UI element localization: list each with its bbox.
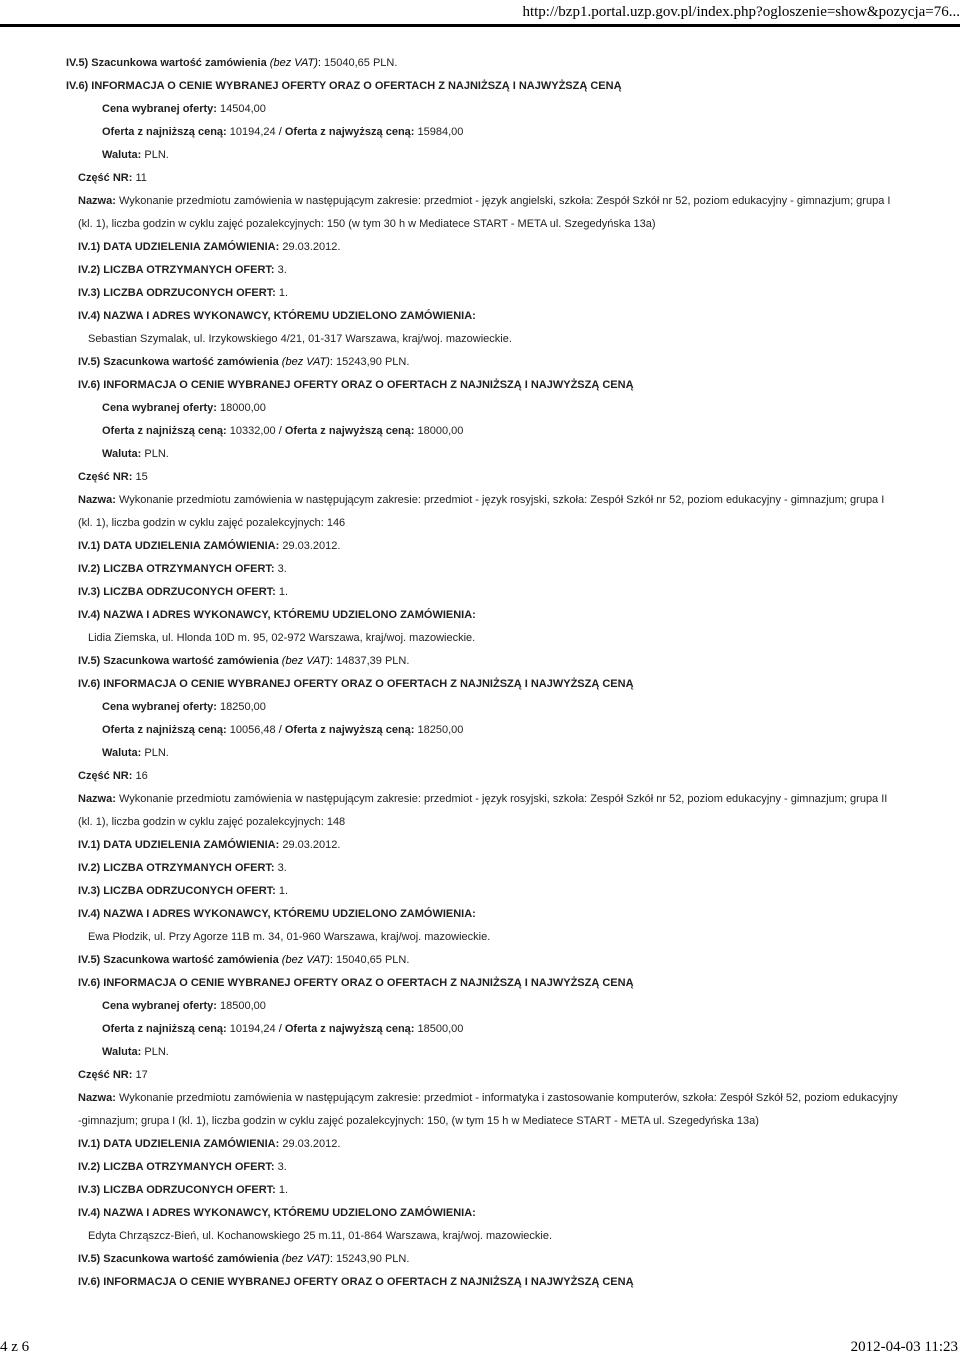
header-rule [0,24,960,27]
top-cena: Cena wybranej oferty: 14504,00 [102,103,266,115]
part-16-cena: Cena wybranej oferty: 18500,00 [102,1000,266,1012]
part-16-iv5: IV.5) Szacunkowa wartość zamówienia (bez VAT): 15040,65 PLN. [78,954,410,966]
page-number: 4 z 6 [0,1339,30,1355]
part-11-nazwa: Nazwa: Wykonanie przedmiotu zamówienia w następującym zakresie: przedmiot - język angielski, szkoła: Zespół Szkół nr 52, poziom edukacyjny - gimnazjum; grupa I (kl. 1), liczba godzin w cyklu zajęć pozalekcyjnych: 150 (w tym 30 h w Mediatece START - META ul. Szegedyńska 13a) [78,195,891,230]
part-15-nazwa: Nazwa: Wykonanie przedmiotu zamówienia w następującym zakresie: przedmiot - język rosyjski, szkoła: Zespół Szkół nr 52, poziom edukacyjny - gimnazjum; grupa I (kl. 1), liczba godzin w cyklu zajęć pozalekcyjnych: 146 [78,494,885,529]
part-15-iv1: IV.1) DATA UDZIELENIA ZAMÓWIENIA: 29.03.2012. [78,540,341,552]
part-15-iv5: IV.5) Szacunkowa wartość zamówienia (bez VAT): 14837,39 PLN. [78,655,410,667]
part-17-iv5: IV.5) Szacunkowa wartość zamówienia (bez VAT): 15243,90 PLN. [78,1253,410,1265]
part-15-nr: Część NR: 15 [78,471,148,483]
print-datetime: 2012-04-03 11:23 [850,1339,958,1355]
part-11-iv2: IV.2) LICZBA OTRZYMANYCH OFERT: 3. [78,264,287,276]
part-11-iv5: IV.5) Szacunkowa wartość zamówienia (bez VAT): 15243,90 PLN. [78,356,410,368]
top-iv6: IV.6) INFORMACJA O CENIE WYBRANEJ OFERTY ORAZ O OFERTACH Z NAJNIŻSZĄ I NAJWYŻSZĄ CENĄ [66,80,622,92]
part-15-iv4: IV.4) NAZWA I ADRES WYKONAWCY, KTÓREMU UDZIELONO ZAMÓWIENIA: [78,609,476,621]
part-11-iv1: IV.1) DATA UDZIELENIA ZAMÓWIENIA: 29.03.2012. [78,241,341,253]
part-16-wykonawca: Ewa Płodzik, ul. Przy Agorze 11B m. 34, 01-960 Warszawa, kraj/woj. mazowieckie. [88,931,491,943]
part-15-iv6: IV.6) INFORMACJA O CENIE WYBRANEJ OFERTY ORAZ O OFERTACH Z NAJNIŻSZĄ I NAJWYŻSZĄ CENĄ [78,678,634,690]
part-11-iv3: IV.3) LICZBA ODRZUCONYCH OFERT: 1. [78,287,289,299]
part-17-iv6: IV.6) INFORMACJA O CENIE WYBRANEJ OFERTY ORAZ O OFERTACH Z NAJNIŻSZĄ I NAJWYŻSZĄ CENĄ [78,1276,634,1288]
part-16-waluta: Waluta: PLN. [102,1046,169,1058]
part-11-iv4: IV.4) NAZWA I ADRES WYKONAWCY, KTÓREMU UDZIELONO ZAMÓWIENIA: [78,310,476,322]
document-body [66,52,898,1294]
part-11-range: Oferta z najniższą ceną: 10332,00 / Oferta z najwyższą ceną: 18000,00 [102,425,464,437]
part-11-waluta: Waluta: PLN. [102,448,169,460]
part-17-iv2: IV.2) LICZBA OTRZYMANYCH OFERT: 3. [78,1161,287,1173]
part-17-nazwa: Nazwa: Wykonanie przedmiotu zamówienia w następującym zakresie: przedmiot - informatyka i zastosowanie komputerów, szkoła: Zespół Szkół 52, poziom edukacyjny -gimnazjum; grupa I (kl. 1), liczba godzin w cyklu zajęć pozalekcyjnych: 150, (w tym 15 h w Mediatece START - META ul. Szegedyńska 13a) [78,1092,898,1127]
part-15-range: Oferta z najniższą ceną: 10056,48 / Oferta z najwyższą ceną: 18250,00 [102,724,464,736]
part-11-iv6: IV.6) INFORMACJA O CENIE WYBRANEJ OFERTY ORAZ O OFERTACH Z NAJNIŻSZĄ I NAJWYŻSZĄ CENĄ [78,379,634,391]
part-16-range: Oferta z najniższą ceną: 10194,24 / Oferta z najwyższą ceną: 18500,00 [102,1023,464,1035]
part-11-cena: Cena wybranej oferty: 18000,00 [102,402,266,414]
part-16-nr: Część NR: 16 [78,770,148,782]
top-waluta: Waluta: PLN. [102,149,169,161]
part-11-nr: Część NR: 11 [78,172,147,184]
part-15-waluta: Waluta: PLN. [102,747,169,759]
part-17-iv1: IV.1) DATA UDZIELENIA ZAMÓWIENIA: 29.03.2012. [78,1138,341,1150]
part-16-nazwa: Nazwa: Wykonanie przedmiotu zamówienia w następującym zakresie: przedmiot - język rosyjski, szkoła: Zespół Szkół nr 52, poziom edukacyjny - gimnazjum; grupa II (kl. 1), liczba godzin w cyklu zajęć pozalekcyjnych: 148 [78,793,888,828]
part-16-iv4: IV.4) NAZWA I ADRES WYKONAWCY, KTÓREMU UDZIELONO ZAMÓWIENIA: [78,908,476,920]
part-17-nr: Część NR: 17 [78,1069,148,1081]
part-11-wykonawca: Sebastian Szymalak, ul. Irzykowskiego 4/21, 01-317 Warszawa, kraj/woj. mazowieckie. [88,333,512,345]
part-15-iv2: IV.2) LICZBA OTRZYMANYCH OFERT: 3. [78,563,287,575]
part-15-wykonawca: Lidia Ziemska, ul. Hlonda 10D m. 95, 02-972 Warszawa, kraj/woj. mazowieckie. [88,632,476,644]
part-17-iv3: IV.3) LICZBA ODRZUCONYCH OFERT: 1. [78,1184,289,1196]
part-17-iv4: IV.4) NAZWA I ADRES WYKONAWCY, KTÓREMU UDZIELONO ZAMÓWIENIA: [78,1207,476,1219]
part-16-iv1: IV.1) DATA UDZIELENIA ZAMÓWIENIA: 29.03.2012. [78,839,341,851]
top-iv5: IV.5) Szacunkowa wartość zamówienia (bez VAT): 15040,65 PLN. [66,57,398,69]
page-footer [0,1336,960,1358]
part-15-cena: Cena wybranej oferty: 18250,00 [102,701,266,713]
part-16-iv6: IV.6) INFORMACJA O CENIE WYBRANEJ OFERTY ORAZ O OFERTACH Z NAJNIŻSZĄ I NAJWYŻSZĄ CENĄ [78,977,634,989]
part-16-iv2: IV.2) LICZBA OTRZYMANYCH OFERT: 3. [78,862,287,874]
page-url: http://bzp1.portal.uzp.gov.pl/index.php?ogloszenie=show&pozycja=76... [522,4,960,20]
top-range: Oferta z najniższą ceną: 10194,24 / Oferta z najwyższą ceną: 15984,00 [102,126,464,138]
part-17-wykonawca: Edyta Chrząszcz-Bień, ul. Kochanowskiego 25 m.11, 01-864 Warszawa, kraj/woj. mazowieckie. [88,1230,553,1242]
part-15-iv3: IV.3) LICZBA ODRZUCONYCH OFERT: 1. [78,586,289,598]
part-16-iv3: IV.3) LICZBA ODRZUCONYCH OFERT: 1. [78,885,289,897]
